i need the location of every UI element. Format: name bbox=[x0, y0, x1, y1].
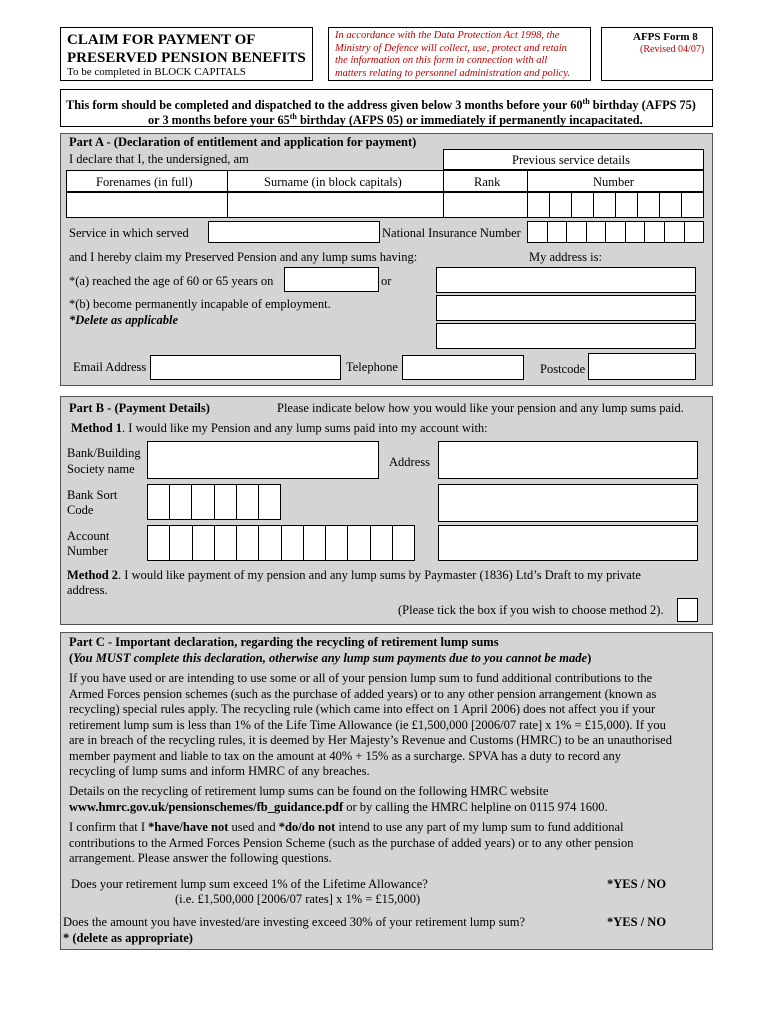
confirm-paragraph: I confirm that I *have/have not used and *do/do not intend to use any part of my lump sum to fund additional contributions to the Armed Forces Pension Scheme (such as the purchase of added years) or to any other pension arrangement. Please answer the following questions. bbox=[69, 820, 634, 865]
sort-code-cells[interactable] bbox=[147, 484, 281, 520]
part-b-note: Please indicate below how you would like your pension and any lump sums paid. bbox=[277, 401, 684, 415]
sort-code-label-1: Bank Sort bbox=[67, 488, 118, 502]
address-line2-input[interactable] bbox=[436, 295, 696, 321]
col-forenames: Forenames (in full) bbox=[96, 175, 193, 189]
delete-note: *Delete as applicable bbox=[69, 313, 178, 327]
question-2-answer[interactable]: *YES / NO bbox=[607, 915, 667, 929]
email-label: Email Address bbox=[73, 360, 147, 374]
postcode-label: Postcode bbox=[540, 362, 586, 376]
method2-text-line2: address. bbox=[67, 583, 108, 597]
telephone-input[interactable] bbox=[402, 355, 524, 380]
col-number: Number bbox=[593, 175, 634, 189]
ni-label: National Insurance Number bbox=[382, 226, 521, 240]
address-line1-input[interactable] bbox=[436, 267, 696, 293]
method2-tick-note: (Please tick the box if you wish to choose method 2). bbox=[398, 603, 664, 617]
method1-text: Method 1. I would like my Pension and any lump sums paid into my account with: bbox=[71, 421, 488, 435]
revised-date: (Revised 04/07) bbox=[640, 44, 705, 55]
date-reached-input[interactable] bbox=[284, 267, 379, 292]
postcode-input[interactable] bbox=[588, 353, 696, 380]
hmrc-details-paragraph: Details on the recycling of retirement lump sums can be found on the following HMRC website www.hmrc.gov.uk/pensionschemes/fb_guidance.pdf or by calling the HMRC helpline on 0115 974 1600. bbox=[69, 784, 608, 814]
form-subtitle: To be completed in BLOCK CAPITALS bbox=[67, 66, 246, 78]
address-label: My address is: bbox=[529, 250, 602, 264]
data-protection-notice: In accordance with the Data Protection Act 1998, the Ministry of Defence will collect, use, protect and retain the information on this form in connection with all matters relating to personnel administration and policy. bbox=[335, 30, 570, 79]
bank-name-label-1: Bank/Building bbox=[67, 446, 141, 460]
question-1: Does your retirement lump sum exceed 1% of the Lifetime Allowance? bbox=[71, 877, 428, 891]
account-number-label-2: Number bbox=[67, 544, 108, 558]
col-rank: Rank bbox=[474, 175, 501, 189]
email-input[interactable] bbox=[150, 355, 341, 380]
account-number-label-1: Account bbox=[67, 529, 110, 543]
delete-appropriate-note: * (delete as appropriate) bbox=[63, 931, 193, 945]
hmrc-link[interactable]: www.hmrc.gov.uk/pensionschemes/fb_guidance.pdf bbox=[69, 799, 344, 814]
form-title-line1: CLAIM FOR PAYMENT OF bbox=[67, 32, 256, 48]
bank-address-line1-input[interactable] bbox=[438, 441, 698, 479]
sort-code-label-2: Code bbox=[67, 503, 94, 517]
col-surname: Surname (in block capitals) bbox=[264, 175, 402, 189]
part-b-heading: Part B - (Payment Details) bbox=[69, 401, 210, 415]
form-code: AFPS Form 8 bbox=[633, 31, 698, 43]
option-a-text: *(a) reached the age of 60 or 65 years on bbox=[69, 274, 274, 288]
recycling-rules-paragraph: If you have used or are intending to use some or all of your pension lump sum to fund additional contributions to the Armed Forces pension schemes (such as the purchase of added years) or to any other pension arrangement (known as recycling) special rules apply. The recycling rule (which came into effect on 1 April 2006) does not affect you if your retirement lump sum is less than 1% of the Life Time Allowance (ie £1,500,000 [2006/07 rate] x 1% = £15,000). If you are in breach of the recycling rules, it is deemed by Her Majesty’s Revenue and Customs (HMRC) to be an unauthorised member payment and liable to tax on the amount at 40% + 15% as a surcharge. SPVA has a duty to record any recycling of lump sums and inform HMRC of any breaches. bbox=[69, 671, 672, 778]
claim-text: and I hereby claim my Preserved Pension and any lump sums having: bbox=[69, 250, 418, 264]
rank-input[interactable] bbox=[443, 192, 528, 218]
or-label: or bbox=[381, 274, 392, 288]
question-2: Does the amount you have invested/are investing exceed 30% of your retirement lump sum? bbox=[63, 915, 526, 929]
bank-address-line3-input[interactable] bbox=[438, 525, 698, 561]
option-b-text: *(b) become permanently incapable of employment. bbox=[69, 297, 331, 311]
bank-address-line2-input[interactable] bbox=[438, 484, 698, 522]
bank-name-input[interactable] bbox=[147, 441, 379, 479]
telephone-label: Telephone bbox=[346, 360, 398, 374]
question-1-detail: (i.e. £1,500,000 [2006/07 rates] x 1% = £15,000) bbox=[175, 892, 421, 906]
question-1-answer[interactable]: *YES / NO bbox=[607, 877, 667, 891]
service-number-cells[interactable] bbox=[527, 192, 704, 218]
surname-input[interactable] bbox=[227, 192, 444, 218]
form-title-line2: PRESERVED PENSION BENEFITS bbox=[67, 50, 306, 66]
ni-number-cells[interactable] bbox=[527, 221, 704, 243]
part-a-heading: Part A - (Declaration of entitlement and application for payment) bbox=[69, 135, 417, 149]
service-input[interactable] bbox=[208, 221, 380, 243]
part-c-subheading: (You MUST complete this declaration, otherwise any lump sum payments due to you cannot be made) bbox=[69, 651, 592, 665]
previous-service-label: Previous service details bbox=[512, 153, 631, 167]
bank-address-label: Address bbox=[389, 455, 430, 469]
intro-line2: or 3 months before your 65th birthday (AFPS 05) or immediately if permanently incapacitated. bbox=[148, 112, 643, 128]
service-label: Service in which served bbox=[69, 226, 189, 240]
bank-name-label-2: Society name bbox=[67, 462, 135, 476]
method2-checkbox[interactable] bbox=[677, 598, 698, 622]
account-number-cells[interactable] bbox=[147, 525, 415, 561]
forenames-input[interactable] bbox=[66, 192, 228, 218]
part-c-heading: Part C - Important declaration, regarding the recycling of retirement lump sums bbox=[69, 635, 499, 649]
declare-text: I declare that I, the undersigned, am bbox=[69, 152, 249, 166]
address-line3-input[interactable] bbox=[436, 323, 696, 349]
intro-line1: This form should be completed and dispatched to the address given below 3 months before your 60th birthday (AFPS 75) bbox=[66, 97, 696, 113]
method2-text-line1: Method 2. I would like payment of my pension and any lump sums by Paymaster (1836) Ltd’s Draft to my private bbox=[67, 568, 641, 582]
